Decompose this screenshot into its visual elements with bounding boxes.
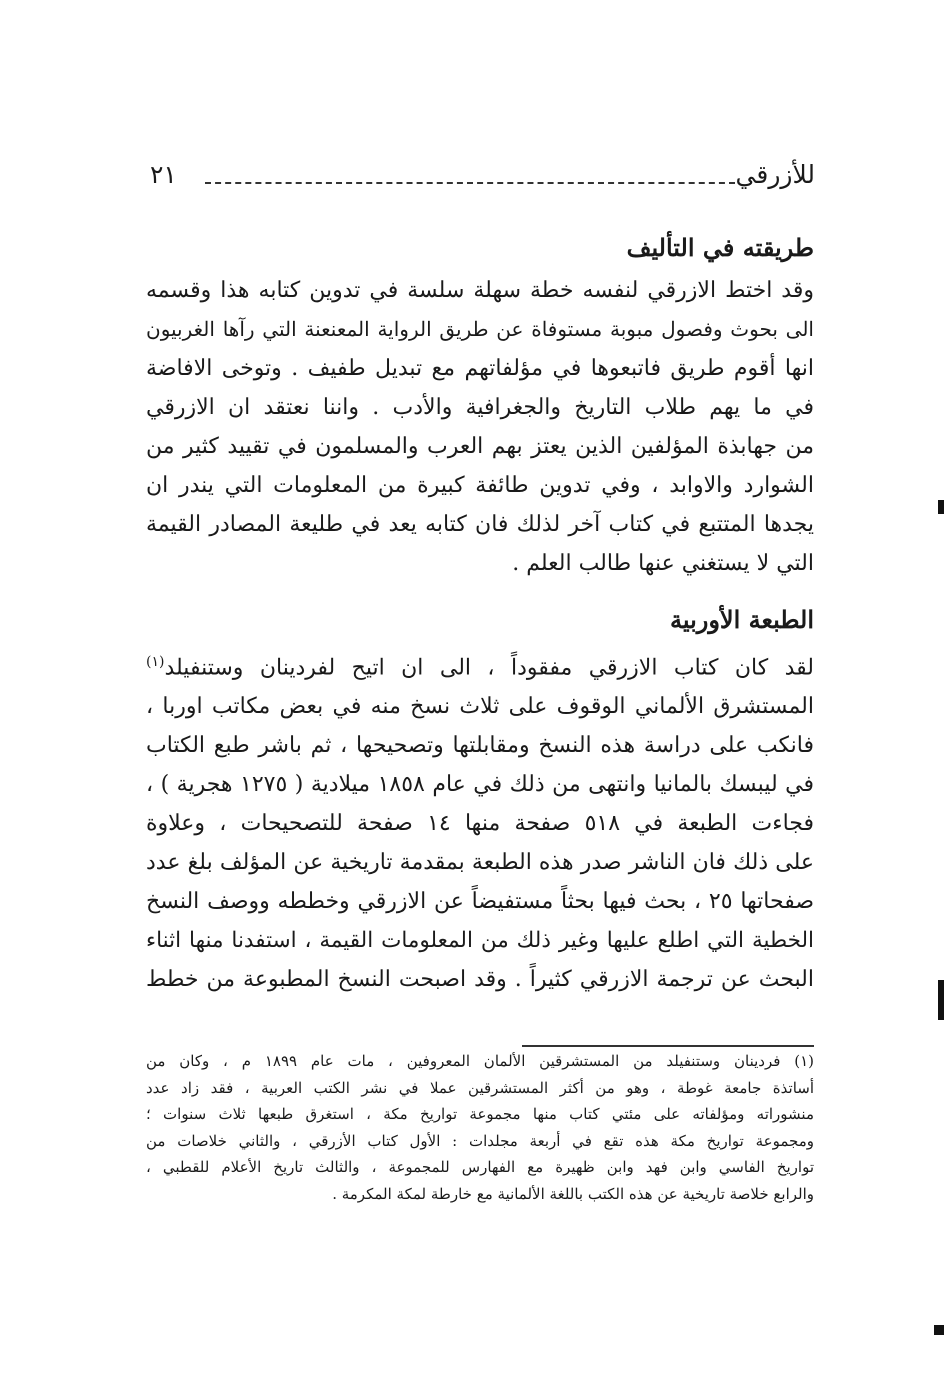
paragraph-line: المستشرق الألماني الوقوف على ثلاث نسخ منه في بعض مكاتب اوربا ، xyxy=(146,694,814,720)
paragraph-line: الى بحوث وفصول مبوبة مستوفاة عن طريق الرواية المعنعنة التي رآها الغربيون xyxy=(146,317,814,341)
header-rule xyxy=(205,182,735,184)
paragraph-line: وقد اختط الازرقي لنفسه خطة سهلة سلسة في تدوين كتابه هذا وقسمه xyxy=(146,278,814,303)
footnote-line: منشوراته ومؤلفاته على مئتي كتاب منها مجموعة تواريخ مكة ، استغرق طبعها ثلاث سنوات ؛ xyxy=(146,1105,814,1123)
running-header xyxy=(150,160,815,200)
footnote-line: أساتذة جامعة غوطة ، وهو من أكثر المستشرقين عملا في نشر الكتب العربية ، فقد زاد عدد xyxy=(146,1078,814,1097)
main-text xyxy=(146,225,814,999)
paragraph-line: فجاءت الطبعة في ٥١٨ صفحة منها ١٤ صفحة للتصحيحات ، وعلاوة xyxy=(146,811,814,837)
paragraph-line-text: لقد كان كتاب الازرقي مفقوداً ، الى ان اتيح لفردينان وستنفيلد xyxy=(164,655,814,681)
footnote-line: والرابع خلاصة تاريخية عن هذه الكتب باللغة الألمانية مع خارطة لمكة المكرمة . xyxy=(332,1184,814,1203)
scan-edge-mark xyxy=(938,500,944,514)
paragraph-line-with-ref xyxy=(146,643,814,687)
footnote-separator xyxy=(522,1045,814,1047)
paragraph-line: يجدها المتتبع في كتاب آخر لذلك فان كتابه يعد في طليعة المصادر القيمة xyxy=(146,512,814,537)
paragraph-line: في ليبسك بالمانيا وانتهى من ذلك في عام ١٨٥٨ ميلادية ( ١٢٧٥ هجرية ) ، xyxy=(146,772,814,798)
scan-edge-mark xyxy=(938,980,944,1020)
footnote-line: ومجموعة تواريخ مكة هذه تقع في أربعة مجلدات : الأول كتاب الأزرقي ، والثاني خلاصات من xyxy=(146,1131,814,1150)
section-gap xyxy=(146,583,814,597)
footnote-line: تواريخ الفاسي وابن فهد وابن ظهيرة مع الفهارس للمجموعة ، والثالث تاريخ الأعلام للقطبي ، xyxy=(146,1158,814,1176)
paragraph-line: التي لا يستغني عنها طالب العلم . xyxy=(512,551,814,576)
footnotes xyxy=(146,1048,814,1207)
scan-edge-mark xyxy=(934,1325,944,1335)
footnote-reference: (١) xyxy=(146,654,165,670)
paragraph-line: الشوارد والاوابد ، وفي تدوين طائفة كبيرة من المعلومات التي يندر ان xyxy=(146,473,814,498)
section-title-method: طريقته في التأليف xyxy=(626,233,814,262)
running-header-title: للأزرقي xyxy=(735,160,815,189)
paragraph-line: البحث عن ترجمة الازرقي كثيراً . وقد اصبحت النسخ المطبوعة من خطط xyxy=(146,967,814,993)
paragraph-line: الخطية التي اطلع عليها وغير ذلك من المعلومات القيمة ، استفدنا منها اثناء xyxy=(146,928,814,954)
paragraph-line: صفحاتها ٢٥ ، بحث فيها بحثاً مستفيضاً عن الازرقي وخططه ووصف النسخ xyxy=(146,889,814,915)
paragraph-line: من جهابذة المؤلفين الذين يعتز بهم العرب والمسلمون في تقييد كثير من xyxy=(146,434,814,459)
paragraph-line: في ما يهم طلاب التاريخ والجغرافية والأدب . واننا نعتقد ان الازرقي xyxy=(146,395,814,420)
paragraph-line: فانكب على دراسة هذه النسخ ومقابلتها وتصحيحها ، ثم باشر طبع الكتاب xyxy=(146,733,814,759)
paragraph-line: انها أقوم طريق فاتبعوها في مؤلفاتهم مع تبديل طفيف . وتوخى الافاضة xyxy=(146,356,814,381)
footnote-line: (١) فردينان وستنفيلد من المستشرقين الألمان المعروفين ، مات عام ١٨٩٩ م ، وكان من xyxy=(146,1052,815,1070)
paragraph-line: على ذلك فان الناشر صدر هذه الطبعة بمقدمة تاريخية عن المؤلف بلغ عدد xyxy=(146,850,814,876)
section-title-european-edition: الطبعة الأوربية xyxy=(669,605,814,634)
page-number: ٢١ xyxy=(150,160,177,189)
